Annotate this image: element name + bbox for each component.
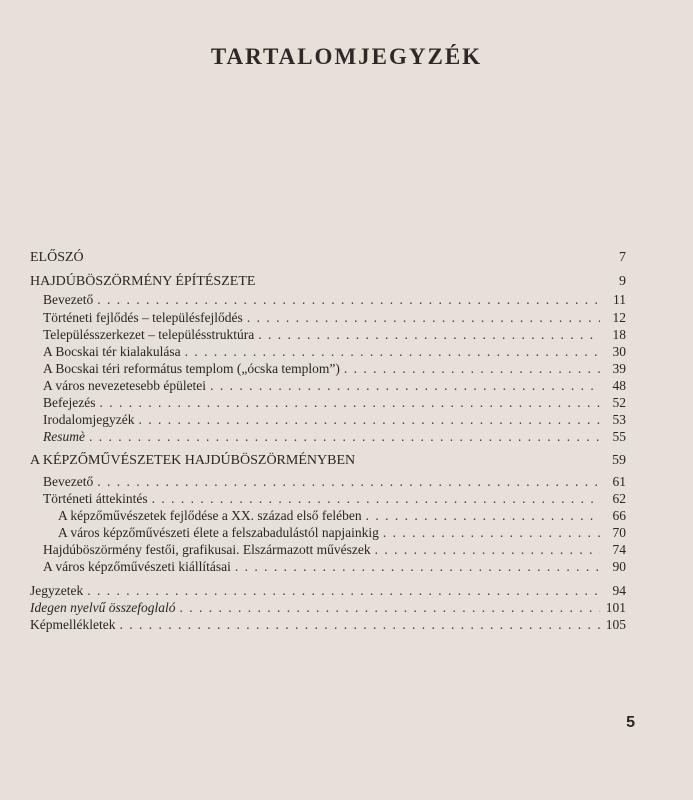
- toc-entry-page: 59: [612, 453, 626, 468]
- toc-entry-page: 62: [612, 491, 626, 506]
- toc-entry-label: A képzőművészetek fejlődése a XX. század első felében: [58, 508, 362, 523]
- toc-entry: [43, 428, 626, 446]
- toc-entry: [58, 524, 626, 542]
- toc-entry: [58, 507, 626, 525]
- toc-entry-label: Resumè: [43, 429, 85, 444]
- dot-leader: [99, 394, 600, 412]
- toc-entry-label: A város nevezetesebb épületei: [43, 378, 207, 393]
- toc-entry-label: A KÉPZŐMŰVÉSZETEK HAJDÚBÖSZÖRMÉNYBEN: [30, 453, 356, 468]
- toc-entry-label: Településszerkezet – településstruktúra: [43, 327, 255, 342]
- toc-entry-label: A Bocskai tér kialakulása: [43, 344, 181, 359]
- toc-entry: [43, 360, 626, 378]
- toc-entry-page: 61: [612, 474, 626, 489]
- toc-section-heading: [30, 273, 626, 291]
- toc-entry: [43, 558, 626, 576]
- toc-entry-label: Történeti áttekintés: [43, 491, 148, 506]
- toc-entry-page: 48: [612, 378, 626, 393]
- toc-entry-page: 90: [612, 559, 626, 574]
- dot-leader: [366, 507, 600, 525]
- toc-entry-page: 52: [612, 395, 626, 410]
- toc-entry-page: 11: [613, 292, 626, 307]
- toc-title: TARTALOMJEGYZÉK: [210, 44, 483, 69]
- dot-leader: [375, 541, 600, 559]
- dot-leader: [258, 326, 600, 344]
- toc-entry: [30, 582, 626, 600]
- toc-entry-label: A Bocskai téri református templom („ócska templom”): [43, 361, 340, 376]
- page-number: 5: [626, 714, 635, 731]
- dot-leader: [383, 524, 600, 542]
- toc-entry-label: HAJDÚBÖSZÖRMÉNY ÉPÍTÉSZETE: [30, 274, 256, 289]
- toc-entry-label: A város képzőművészeti élete a felszabadulástól napjainkig: [58, 525, 379, 540]
- toc-entry-page: 53: [612, 412, 626, 427]
- toc-entry: [43, 411, 626, 429]
- toc-entry-label: Jegyzetek: [30, 583, 84, 598]
- toc-entry-label: Idegen nyelvű összefoglaló: [30, 600, 176, 615]
- dot-leader: [185, 343, 600, 361]
- dot-leader: [179, 599, 600, 617]
- toc-entry-page: 94: [612, 583, 626, 598]
- toc-entry: [43, 343, 626, 361]
- toc-entry-label: A város képzőművészeti kiállításai: [43, 559, 231, 574]
- dot-leader: [152, 490, 600, 508]
- dot-leader: [97, 291, 600, 309]
- toc-entry-label: Irodalomjegyzék: [43, 412, 135, 427]
- toc-entry: [43, 326, 626, 344]
- toc-entry: [43, 490, 626, 508]
- toc-entry-page: 12: [612, 310, 626, 325]
- toc-entry: [30, 616, 626, 634]
- toc-entry-page: 74: [612, 542, 626, 557]
- toc-entry-label: Bevezető: [43, 474, 94, 489]
- toc-entry-label: Képmellékletek: [30, 617, 116, 632]
- toc-entry-page: 30: [612, 344, 626, 359]
- toc-entry: [43, 309, 626, 327]
- dot-leader: [344, 360, 600, 378]
- toc-entry-label: Történeti fejlődés – településfejlődés: [43, 310, 243, 325]
- toc-entry-page: 18: [612, 327, 626, 342]
- toc-section-heading: [30, 452, 626, 470]
- dot-leader: [210, 377, 600, 395]
- toc-entry-page: 7: [619, 250, 626, 265]
- toc-entry: [43, 473, 626, 491]
- dot-leader: [119, 616, 600, 634]
- toc-entry: [43, 394, 626, 412]
- toc-entry-label: Bevezető: [43, 292, 94, 307]
- toc-entry-page: 66: [612, 508, 626, 523]
- toc-entry: [30, 249, 626, 267]
- dot-leader: [235, 558, 600, 576]
- toc-entry-label: Hajdúböszörmény festői, grafikusai. Elszármazott művészek: [43, 542, 371, 557]
- toc-entry-label: ELŐSZÓ: [30, 250, 84, 265]
- toc-entry-page: 39: [612, 361, 626, 376]
- toc-entry: [30, 599, 626, 617]
- toc-entry-page: 101: [605, 600, 626, 615]
- dot-leader: [87, 582, 600, 600]
- toc-entry-page: 9: [619, 274, 626, 289]
- toc-entry-page: 70: [612, 525, 626, 540]
- toc-entry-page: 105: [605, 617, 626, 632]
- dot-leader: [97, 473, 600, 491]
- dot-leader: [138, 411, 600, 429]
- toc-entry: [43, 541, 626, 559]
- toc-entry: [43, 377, 626, 395]
- toc-entry-label: Befejezés: [43, 395, 96, 410]
- dot-leader: [247, 309, 600, 327]
- toc-entry-page: 55: [612, 429, 626, 444]
- toc-entry: [43, 291, 626, 309]
- dot-leader: [89, 428, 600, 446]
